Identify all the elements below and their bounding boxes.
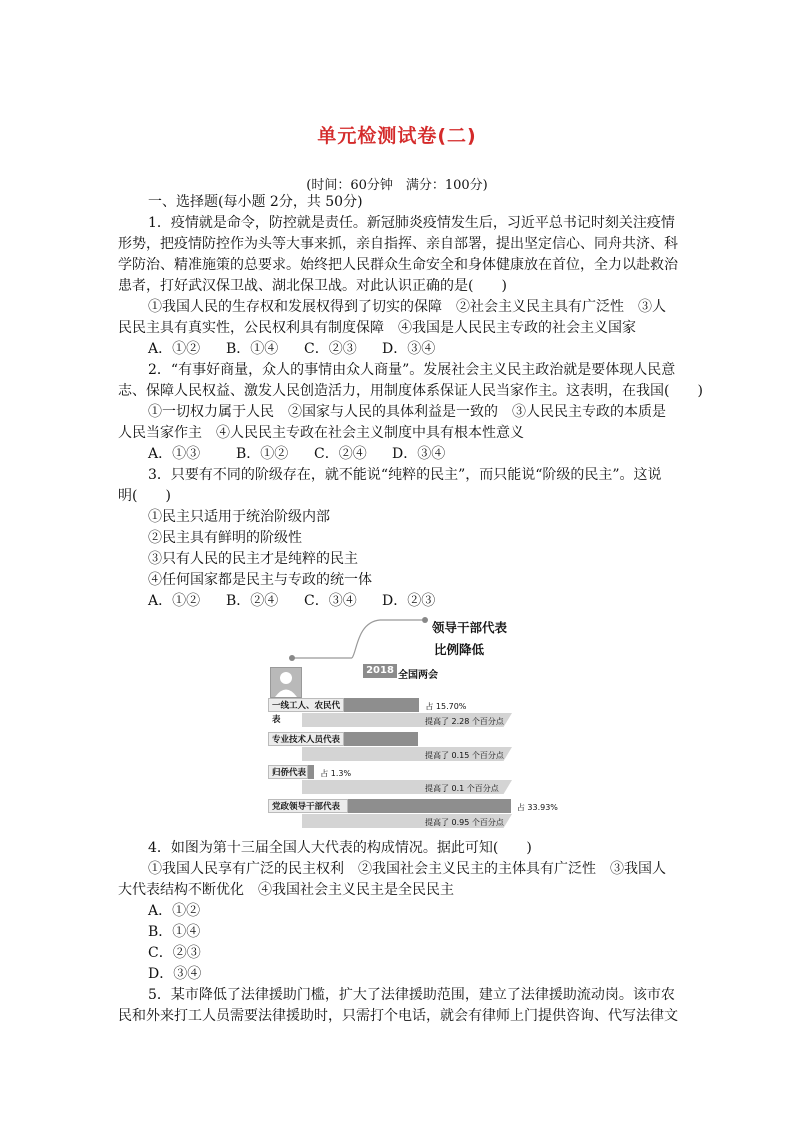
q3-stem-line2: 明( )	[118, 488, 171, 504]
q1-statements-line2: 民民主具有真实性，公民权利具有制度保障 ④我国是人民民主专政的社会主义国家	[118, 320, 636, 336]
q1-option-a[interactable]: A．①②	[148, 341, 201, 357]
q3-options	[148, 591, 460, 611]
share-label: 占 33.93%	[516, 803, 558, 812]
figure-title: 领导干部代表	[432, 620, 508, 635]
q1-statements-line1: ①我国人民的生存权和发展权得到了切实的保障 ②社会主义民主具有广泛性 ③人	[148, 299, 666, 315]
change-label: 提高了 0.95 个百分点	[425, 818, 504, 827]
q4-option-a[interactable]: A．①②	[148, 903, 201, 919]
q2-statements-line1: ①一切权力属于人民 ②国家与人民的具体利益是一致的 ③人民民主专政的本质是	[148, 404, 666, 420]
meeting-label: 全国两会	[398, 670, 438, 681]
q3-statement-3: ③只有人民的民主才是纯粹的民主	[148, 551, 358, 567]
q3-option-c[interactable]: C．③④	[304, 593, 357, 609]
q4-stem-line1: 4．如图为第十三届全国人大代表的构成情况。据此可知( )	[148, 840, 532, 856]
q2-option-b[interactable]: B．①②	[236, 446, 289, 462]
share-label: 占 1.3%	[320, 769, 352, 778]
exam-meta: (时间：60分钟 满分：100分)	[306, 178, 488, 193]
q5-stem-line2: 民和外来打工人员需要法律援助时，只需打个电话，就会有律师上门提供咨询、代写法律文	[118, 1008, 678, 1024]
q1-stem-line3: 学防治、精准施策的总要求。始终把人民群众生命安全和身体健康放在首位，全力以赴救治	[118, 257, 678, 273]
figure-subtitle: 比例降低	[434, 642, 485, 657]
q2-stem-line2: 志、保障人民权益、激发人民创造活力，用制度体系保证人民当家作主。这表明，在我国( )	[118, 383, 703, 399]
q1-option-d[interactable]: D．③④	[382, 341, 436, 357]
year-badge: 2018	[363, 664, 397, 678]
share-bar	[348, 799, 511, 813]
q3-option-a[interactable]: A．①②	[148, 593, 201, 609]
q3-statement-2: ②民主具有鲜明的阶级性	[148, 530, 302, 546]
q5-stem-line1: 5．某市降低了法律援助门槛，扩大了法律援助范围，建立了法律援助流动岗。该市农	[148, 987, 675, 1003]
q4-statements-line1: ①我国人民享有广泛的民主权利 ②我国社会主义民主的主体具有广泛性 ③我国人	[148, 861, 666, 877]
q1-option-b[interactable]: B．①④	[226, 341, 279, 357]
q4-option-c[interactable]: C．②③	[148, 945, 201, 961]
q2-options	[148, 444, 470, 464]
q1-stem-line4: 患者，打好武汉保卫战、湖北保卫战。对此认识正确的是( )	[118, 278, 507, 294]
share-bar	[308, 765, 314, 779]
q1-option-c[interactable]: C．②③	[304, 341, 357, 357]
q4-statements-line2: 大代表结构不断优化 ④我国社会主义民主是全民民主	[118, 882, 454, 898]
q2-stem-line1: 2．“有事好商量，众人的事情由众人商量”。发展社会主义民主政治就是要体现人民意	[148, 362, 676, 378]
share-bar	[344, 698, 419, 712]
q3-stem-line1: 3．只要有不同的阶级存在，就不能说“纯粹的民主”，而只能说“阶级的民主”。这说	[148, 467, 662, 483]
category-label: 归侨代表	[268, 765, 308, 779]
q2-statements-line2: 人民当家作主 ④人民民主专政在社会主义制度中具有根本性意义	[118, 425, 524, 441]
q1-stem-line1: 1．疫情就是命令，防控就是责任。新冠肺炎疫情发生后，习近平总书记时刻关注疫情	[148, 215, 675, 231]
q3-option-b[interactable]: B．②④	[226, 593, 279, 609]
q3-statement-4: ④任何国家都是民主与专政的统一体	[148, 572, 372, 588]
change-label: 提高了 2.28 个百分点	[425, 717, 504, 726]
q1-options	[148, 339, 460, 359]
q2-option-d[interactable]: D．③④	[392, 446, 446, 462]
q3-option-d[interactable]: D．②③	[382, 593, 436, 609]
share-bar	[344, 732, 418, 746]
q4-option-b[interactable]: B．①④	[148, 924, 201, 940]
q4-option-d[interactable]: D．③④	[148, 966, 202, 982]
section-heading: 一、选择题(每小题 2分，共 50分)	[148, 194, 363, 210]
share-label: 占 15.70%	[425, 702, 467, 711]
q3-statement-1: ①民主只适用于统治阶级内部	[148, 509, 330, 525]
change-label: 提高了 0.15 个百分点	[425, 751, 504, 760]
person-icon	[270, 667, 302, 698]
q2-option-a[interactable]: A．①③	[148, 446, 201, 462]
category-label: 一线工人、农民代表	[268, 698, 344, 712]
q2-option-c[interactable]: C．②④	[314, 446, 367, 462]
q1-stem-line2: 形势，把疫情防控作为头等大事来抓，亲自指挥、亲自部署，提出坚定信心、同舟共济、科	[118, 236, 678, 252]
category-label: 专业技术人员代表	[268, 732, 344, 746]
category-label: 党政领导干部代表	[268, 799, 348, 813]
npc-composition-figure	[262, 612, 558, 834]
change-label: 提高了 0.1 个百分点	[425, 784, 499, 793]
page-title: 单元检测试卷(二)	[317, 125, 477, 147]
